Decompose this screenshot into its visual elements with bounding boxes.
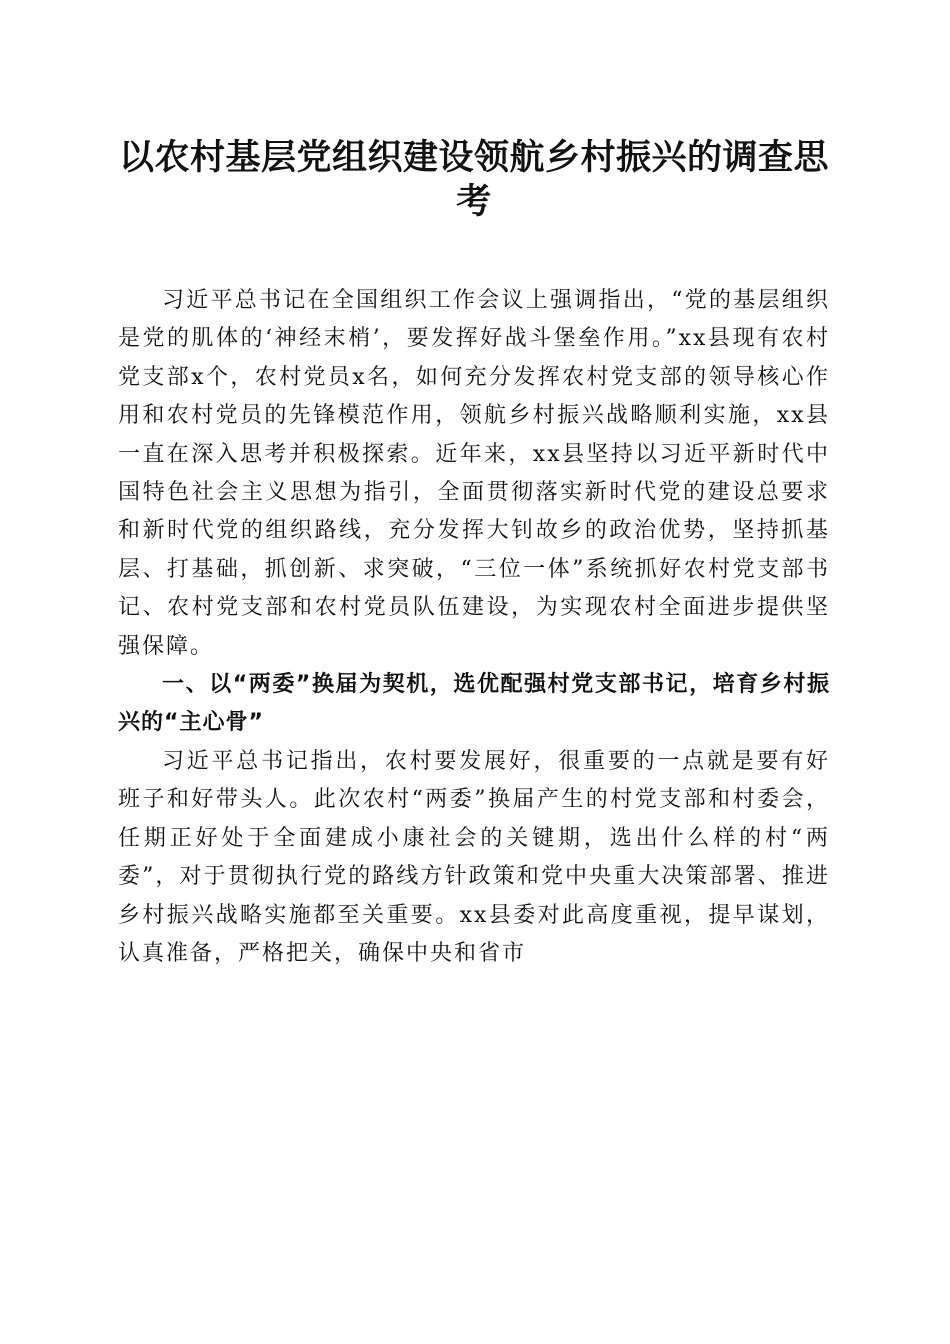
- section-1-paragraph: 习近平总书记指出，农村要发展好，很重要的一点就是要有好班子和好带头人。此次农村“两委”换届产生的村党支部和村委会，任期正好处于全面建成小康社会的关键期，选出什么样的村“两委”，对于贯彻执行党的路线方针政策和党中央重大决策部署、推进乡村振兴战略实施都至关重要。xx县委对此高度重视，提早谋划，认真准备，严格把关，确保中央和省市: [118, 748, 830, 966]
- document-page: [118, 136, 830, 973]
- document-body: [118, 282, 830, 973]
- document-title: 以农村基层党组织建设领航乡村振兴的调查思考: [118, 137, 829, 222]
- section-heading-1: 一、以“两委”换届为契机，选优配强村党支部书记，培育乡村振兴的“主心骨”: [118, 672, 830, 736]
- intro-paragraph: 习近平总书记在全国组织工作会议上强调指出，“党的基层组织是党的肌体的‘神经末梢’，要发挥好战斗堡垒作用。”xx县现有农村党支部x个，农村党员x名，如何充分发挥农村党支部的领导核心作用和农村党员的先锋模范作用，领航乡村振兴战略顺利实施，xx县一直在深入思考并积极探索。近年来，xx县坚持以习近平新时代中国特色社会主义思想为指引，全面贯彻落实新时代党的建设总要求和新时代党的组织路线，充分发挥大钊故乡的政治优势，坚持抓基层、打基础，抓创新、求突破，“三位一体”系统抓好农村党支部书记、农村党支部和农村党员队伍建设，为实现农村全面进步提供坚强保障。: [118, 288, 830, 659]
